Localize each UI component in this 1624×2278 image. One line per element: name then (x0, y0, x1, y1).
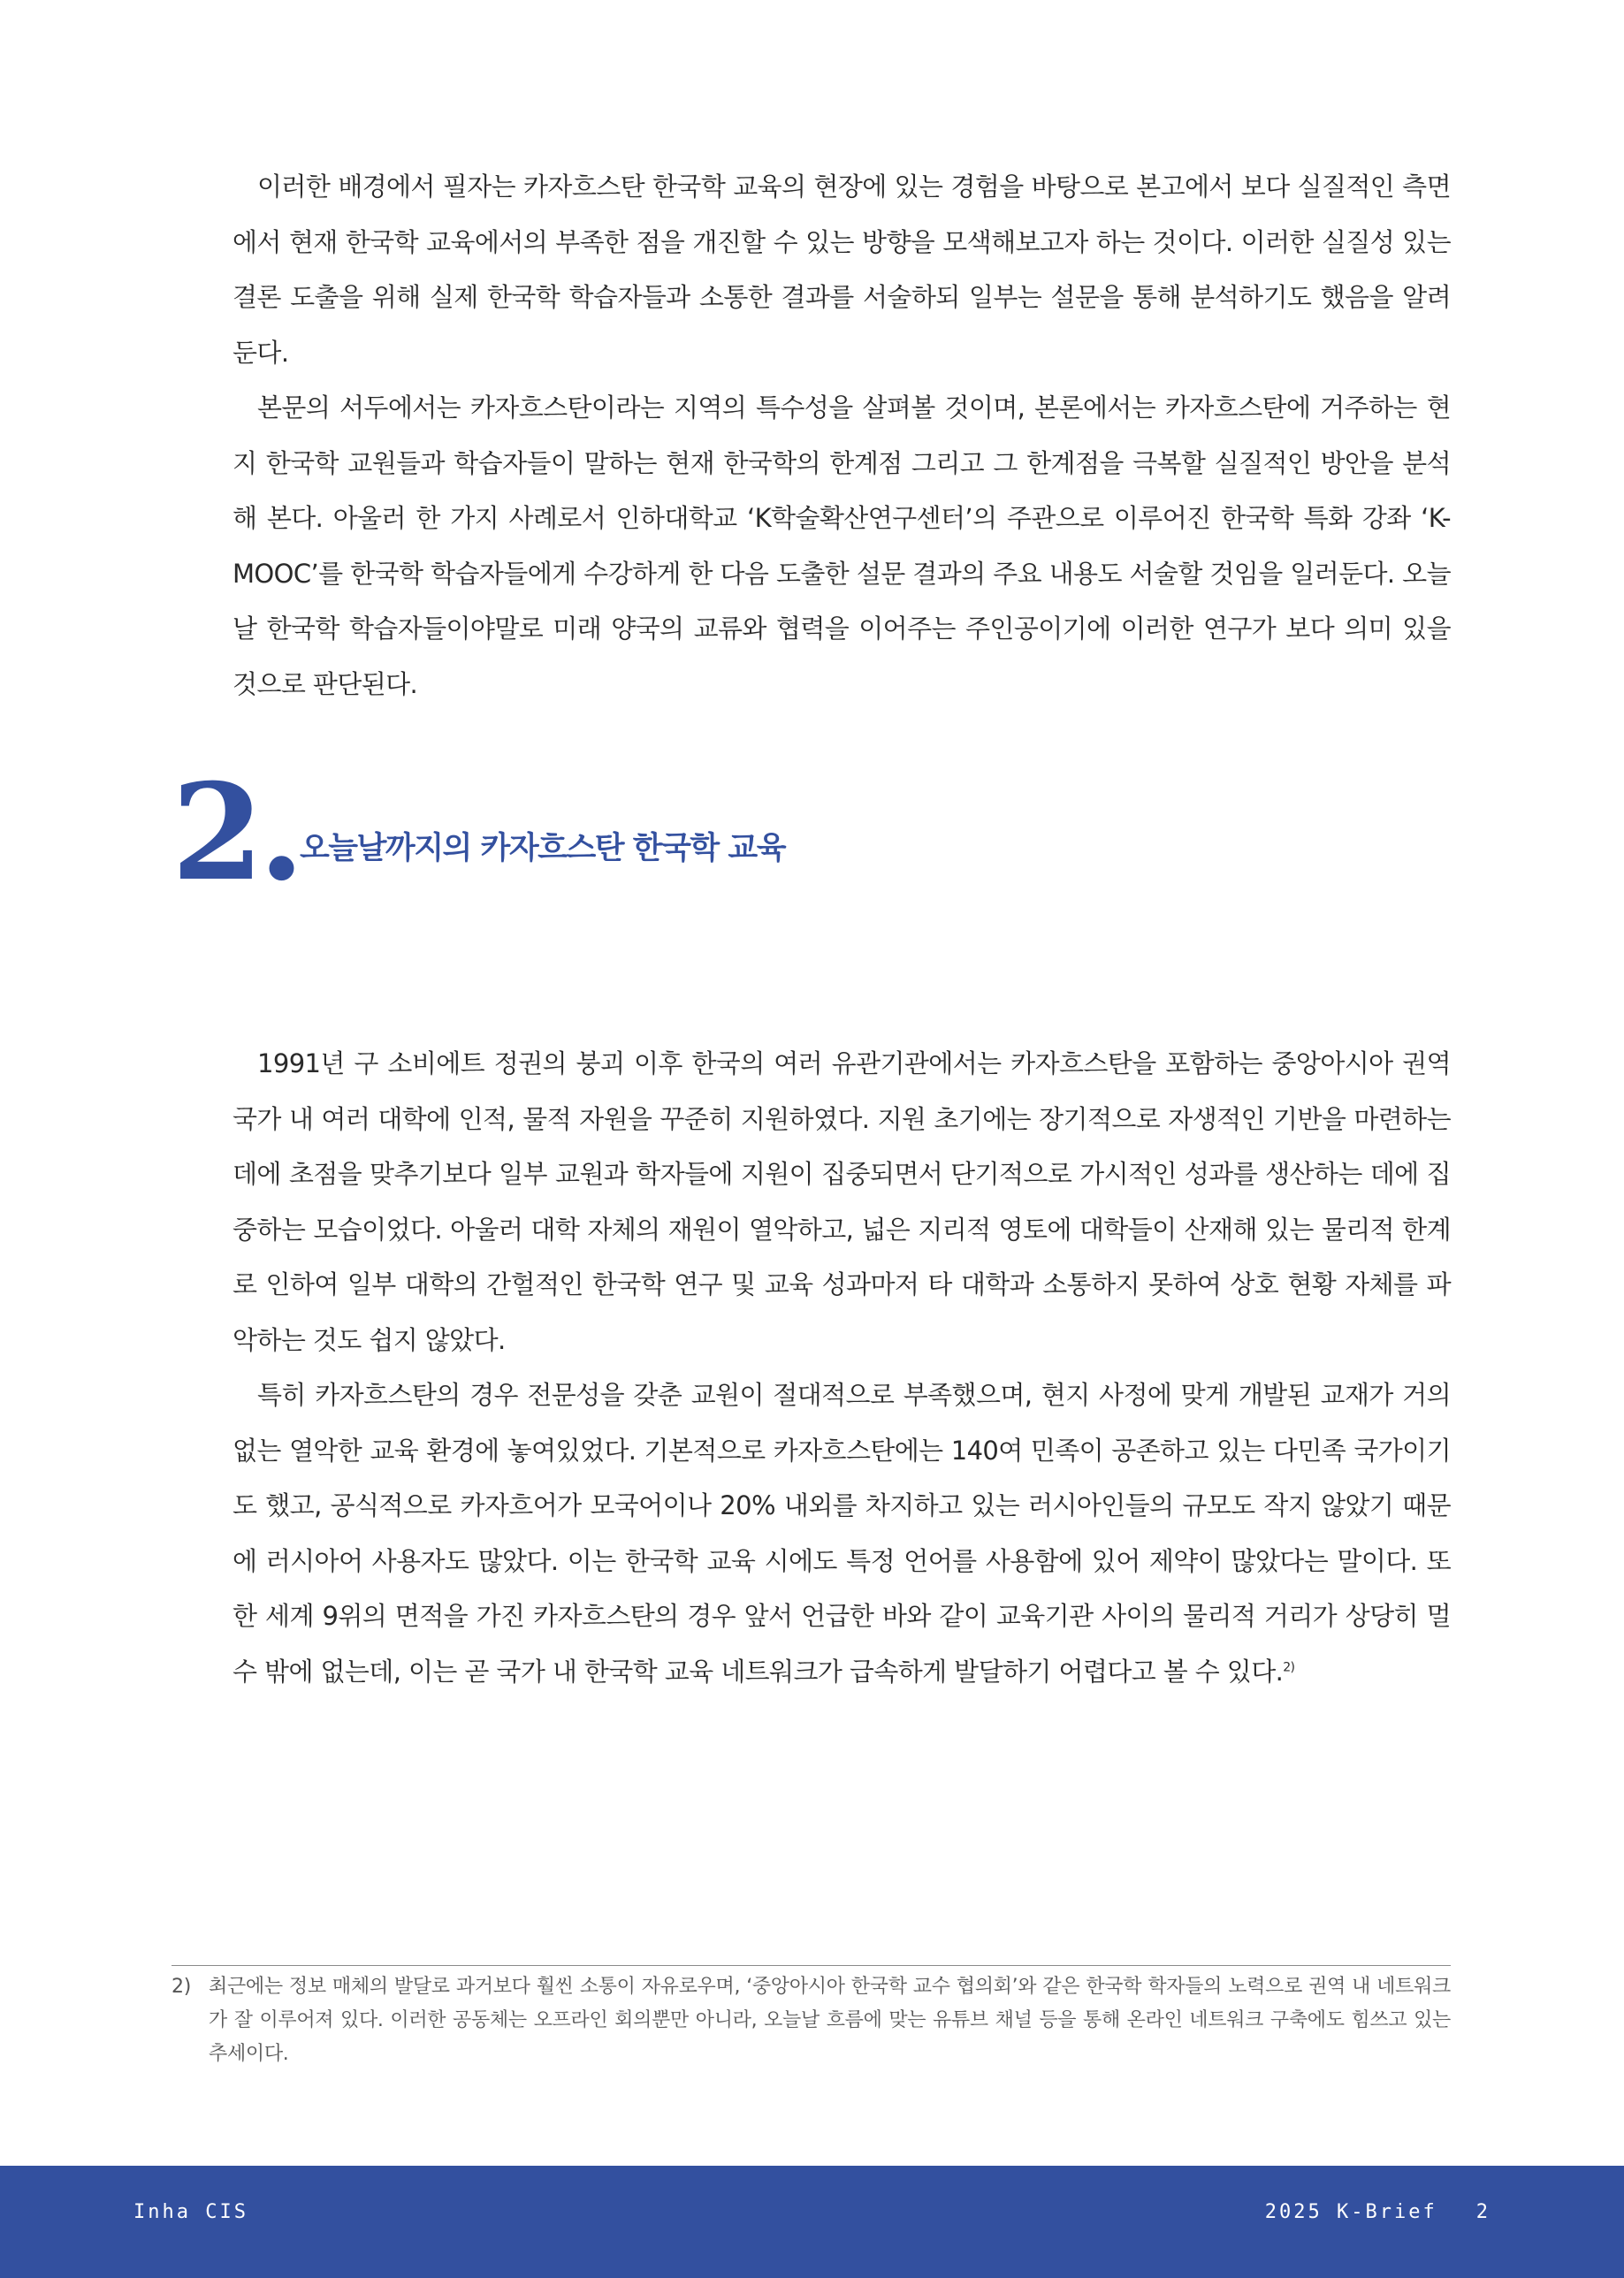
footer-bar (0, 2166, 1624, 2278)
section-title: 오늘날까지의 카자흐스탄 한국학 교육 (300, 831, 786, 866)
footnote-reference[interactable]: 2) (1283, 1659, 1295, 1674)
history-paragraph-2 (233, 1368, 1451, 1699)
section-heading (172, 755, 1232, 910)
footnote-divider (172, 1965, 1451, 1966)
section-number: 2. (172, 755, 300, 910)
footer-publisher: Inha CIS (133, 2201, 248, 2223)
history-section (233, 1036, 1451, 1699)
footer-publication: 2025 K-Brief (1264, 2201, 1437, 2223)
footer-right (1265, 2201, 1491, 2223)
footnote-number: 2) (172, 1976, 191, 1998)
intro-paragraph-2: 본문의 서두에서는 카자흐스탄이라는 지역의 특수성을 살펴볼 것이며, 본론에서는 카자흐스탄에 거주하는 현지 한국학 교원들과 학습자들이 말하는 현재 한국학의 한계점 그리고 그 한계점을 극복할 실질적인 방안을 분석해 본다. 아울러 한 가지 사례로서 인하대학교 ‘K학술확산연구센터’의 주관으로 이루어진 한국학 특화 강좌 ‘K-MOOC’를 한국학 학습자들에게 수강하게 한 다음 도출한 설문 결과의 주요 내용도 서술할 것임을 일러둔다. 오늘날 한국학 학습자들이야말로 미래 양국의 교류와 협력을 이어주는 주인공이기에 이러한 연구가 보다 의미 있을 것으로 판단된다. (233, 392, 1451, 699)
history-paragraph-1: 1991년 구 소비에트 정권의 붕괴 이후 한국의 여러 유관기관에서는 카자흐스탄을 포함하는 중앙아시아 권역 국가 내 여러 대학에 인적, 물적 자원을 꾸준히 지원하였다. 지원 초기에는 장기적으로 자생적인 기반을 마련하는 데에 초점을 맞추기보다 일부 교원과 학자들에 지원이 집중되면서 단기적으로 가시적인 성과를 생산하는 데에 집중하는 모습이었다. 아울러 대학 자체의 재원이 열악하고, 넓은 지리적 영토에 대학들이 산재해 있는 물리적 한계로 인하여 일부 대학의 간헐적인 한국학 연구 및 교육 성과마저 타 대학과 소통하지 못하여 상호 현황 자체를 파악하는 것도 쉽지 않았다. (233, 1048, 1451, 1355)
intro-section (233, 159, 1451, 712)
intro-paragraph-1: 이러한 배경에서 필자는 카자흐스탄 한국학 교육의 현장에 있는 경험을 바탕으로 본고에서 보다 실질적인 측면에서 현재 한국학 교육에서의 부족한 점을 개진할 수 있는 방향을 모색해보고자 하는 것이다. 이러한 실질성 있는 결론 도출을 위해 실제 한국학 학습자들과 소통한 결과를 서술하되 일부는 설문을 통해 분석하기도 했음을 알려 둔다. (233, 171, 1451, 368)
page-number: 2 (1475, 2201, 1491, 2223)
footnote-text: 최근에는 정보 매체의 발달로 과거보다 훨씬 소통이 자유로우며, ‘중앙아시아 한국학 교수 협의회’와 같은 한국학 학자들의 노력으로 권역 내 네트워크가 잘 이루어져 있다. 이러한 공동체는 오프라인 회의뿐만 아니라, 오늘날 흐름에 맞는 유튜브 채널 등을 통해 온라인 네트워크 구축에도 힘쓰고 있는 추세이다. (209, 1976, 1451, 2065)
footnote (172, 1970, 1451, 2071)
history-paragraph-2-text: 특히 카자흐스탄의 경우 전문성을 갖춘 교원이 절대적으로 부족했으며, 현지 사정에 맞게 개발된 교재가 거의 없는 열악한 교육 환경에 놓여있었다. 기본적으로 카자흐스탄에는 140여 민족이 공존하고 있는 다민족 국가이기도 했고, 공식적으로 카자흐어가 모국어이나 20% 내외를 차지하고 있는 러시아인들의 규모도 작지 않았기 때문에 러시아어 사용자도 많았다. 이는 한국학 교육 시에도 특정 언어를 사용함에 있어 제약이 많았다는 말이다. 또한 세계 9위의 면적을 가진 카자흐스탄의 경우 앞서 언급한 바와 같이 교육기관 사이의 물리적 거리가 상당히 멀 수 밖에 없는데, 이는 곧 국가 내 한국학 교육 네트워크가 급속하게 발달하기 어렵다고 볼 수 있다. (233, 1380, 1451, 1687)
